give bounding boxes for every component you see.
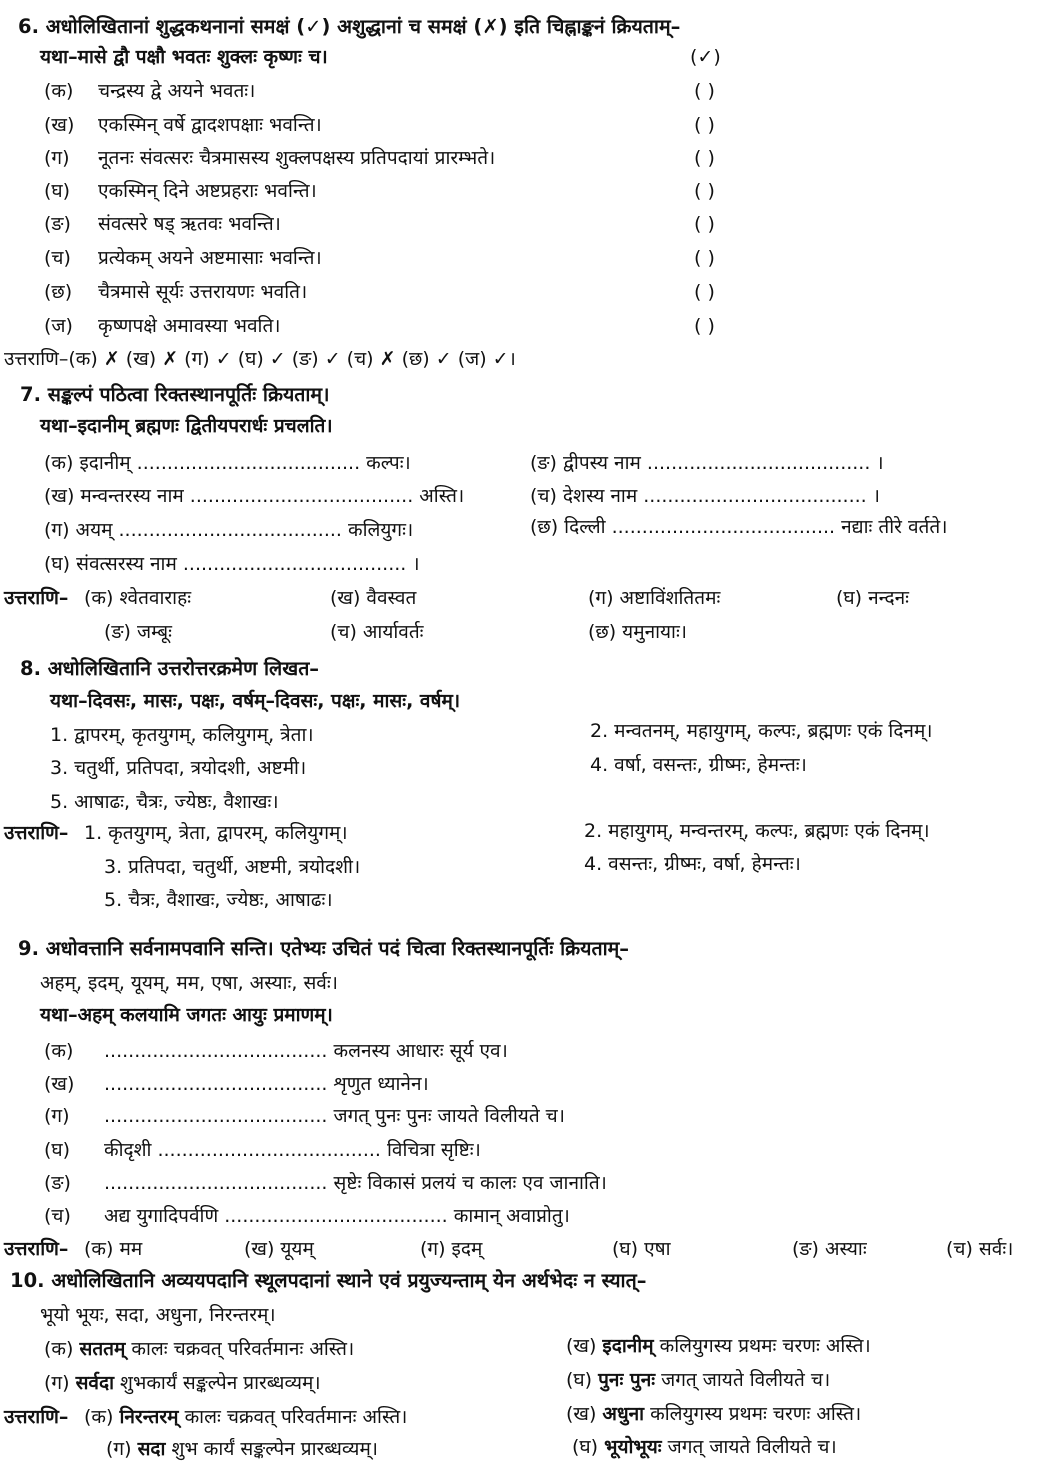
q10-item-bold: इदानीम् <box>602 1335 654 1357</box>
q6-item-label: (ख) <box>44 114 75 136</box>
q10-item-bold: पुनः पुनः <box>598 1369 656 1391</box>
q6-item-text: संवत्सरे षड् ऋतवः भवन्ति। <box>98 213 281 235</box>
q10-item-label: (ख) <box>566 1335 597 1357</box>
q9-answer: (ख) यूयम् <box>244 1238 314 1260</box>
q10-item-text: कलियुगस्य प्रथमः चरणः अस्ति। <box>659 1335 871 1357</box>
q10-answer-bold: अधुना <box>602 1403 645 1425</box>
q10-item-label: (ग) <box>44 1372 70 1394</box>
q10-item <box>44 1336 354 1362</box>
q9-item-text: ..................................... जगत् पुनः पुनः जायते विलीयते च। <box>104 1105 565 1127</box>
q7-right-item: (च) देशस्य नाम ..................................... । <box>530 485 880 507</box>
q7-example: यथा–इदानीम् ब्रह्मणः द्वितीयपरार्धः प्रचलति। <box>40 415 333 437</box>
q9-item-label: (ख) <box>44 1073 75 1095</box>
q10-item-text: कालः चक्रवत् परिवर्तमानः अस्ति। <box>131 1338 355 1360</box>
q8-answer-label: उत्तराणि– <box>4 822 69 844</box>
q8-item: 2. मन्वतनम्, महायुगम्, कल्पः, ब्रह्मणः एकं दिनम्। <box>590 720 933 742</box>
q6-item-label: (क) <box>44 80 74 102</box>
q6-example: यथा–मासे द्वौ पक्षौ भवतः शुक्लः कृष्णः च। <box>40 46 328 68</box>
q6-item-text: कृष्णपक्षे अमावस्या भवति। <box>98 315 281 337</box>
q7-answer: (ग) अष्टाविंशतितमः <box>588 587 721 609</box>
q6-item-box: ( ) <box>694 80 715 102</box>
q9-item-label: (ङ) <box>44 1172 71 1194</box>
q6-item-label: (ज) <box>44 315 73 337</box>
q9-item-text: ..................................... सृष्टेः विकासं प्रलयं च कालः एव जानाति। <box>104 1172 607 1194</box>
q9-answer: (ग) इदम् <box>420 1238 483 1260</box>
q10-answer-text: कालः चक्रवत् परिवर्तमानः अस्ति। <box>184 1406 408 1428</box>
q10-item-bold: सर्वदा <box>75 1372 114 1394</box>
q9-answer: (ङ) अस्याः <box>792 1238 867 1260</box>
q10-item-text: शुभकार्यं सङ्कल्पेन प्रारब्धव्यम्। <box>120 1372 321 1394</box>
q6-header: 6. अधोलिखितानां शुद्धकथनानां समक्षं (✓) अशुद्धानां च समक्षं (✗) इति चिह्नाङ्कनं क्रियताम्– <box>18 15 681 38</box>
q6-item-box: ( ) <box>694 180 715 202</box>
q10-item-label: (घ) <box>566 1369 593 1391</box>
q6-answer: उत्तराणि–(क) ✗ (ख) ✗ (ग) ✓ (घ) ✓ (ङ) ✓ (च) ✗ (छ) ✓ (ज) ✓। <box>4 348 516 370</box>
q9-item-label: (ग) <box>44 1105 70 1127</box>
q8-answer: 2. महायुगम्, मन्वन्तरम्, कल्पः, ब्रह्मणः एकं दिनम्। <box>584 820 930 842</box>
q7-left-item: (क) इदानीम् ..................................... कल्पः। <box>44 452 411 474</box>
q6-item-label: (ङ) <box>44 213 71 235</box>
q10-answer-label-item: (घ) <box>572 1436 599 1458</box>
q8-answer: 3. प्रतिपदा, चतुर्थी, अष्टमी, त्रयोदशी। <box>104 856 361 878</box>
q10-item-text: जगत् जायते विलीयते च। <box>661 1369 831 1391</box>
q9-example: यथा–अहम् कलयामि जगतः आयुः प्रमाणम्। <box>40 1004 333 1026</box>
q9-item-text: अद्य युगादिपर्वणि ..................................... कामान् अवाप्नोतु। <box>104 1205 570 1227</box>
q10-answer-bold: सदा <box>137 1438 166 1460</box>
q7-answer: (ख) वैवस्वत <box>330 587 417 609</box>
q10-item-label: (क) <box>44 1338 74 1360</box>
q6-item-label: (ग) <box>44 147 70 169</box>
q6-item-box: ( ) <box>694 315 715 337</box>
q6-item-box: ( ) <box>694 147 715 169</box>
q7-answer-label: उत्तराणि– <box>4 587 69 609</box>
q7-right-item: (ङ) द्वीपस्य नाम ..................................... । <box>530 452 884 474</box>
q6-example-mark: (✓) <box>690 46 721 68</box>
q7-answer: (ङ) जम्बूः <box>104 621 172 643</box>
q10-answer-label-item: (ग) <box>106 1438 132 1460</box>
q6-item-label: (घ) <box>44 180 71 202</box>
q10-answer-text: कलियुगस्य प्रथमः चरणः अस्ति। <box>650 1403 862 1425</box>
q6-item-box: ( ) <box>694 247 715 269</box>
q8-item: 1. द्वापरम्, कृतयुगम्, कलियुगम्, त्रेता। <box>50 724 314 746</box>
q10-answer <box>572 1434 837 1460</box>
q8-answer: 1. कृतयुगम्, त्रेता, द्वापरम्, कलियुगम्। <box>84 822 348 844</box>
q7-right-item: (छ) दिल्ली ..................................... नद्याः तीरे वर्तते। <box>530 516 948 538</box>
q6-item-box: ( ) <box>694 213 715 235</box>
q7-answer: (घ) नन्दनः <box>836 587 909 609</box>
q8-item: 4. वर्षा, वसन्तः, ग्रीष्मः, हेमन्तः। <box>590 754 807 776</box>
q9-item-text: ..................................... शृणुत ध्यानेन। <box>104 1073 429 1095</box>
q10-answer <box>566 1401 861 1427</box>
q9-item-label: (घ) <box>44 1139 71 1161</box>
q10-item <box>44 1370 321 1396</box>
q10-answer-text: जगत् जायते विलीयते च। <box>667 1436 837 1458</box>
q10-item-bold: सततम् <box>79 1338 126 1360</box>
q9-answer: (घ) एषा <box>612 1238 671 1260</box>
q8-item: 3. चतुर्थी, प्रतिपदा, त्रयोदशी, अष्टमी। <box>50 757 307 779</box>
q7-left-item: (ग) अयम् ..................................... कलियुगः। <box>44 519 414 541</box>
q10-item <box>566 1367 830 1393</box>
q10-answer <box>84 1404 407 1430</box>
q8-item: 5. आषाढः, चैत्रः, ज्येष्ठः, वैशाखः। <box>50 791 279 813</box>
q10-answer-bold: निरन्तरम् <box>119 1406 179 1428</box>
q9-item-text: कीदृशी ..................................... विचित्रा सृष्टिः। <box>104 1139 481 1161</box>
q6-item-label: (च) <box>44 247 71 269</box>
q9-item-label: (क) <box>44 1040 74 1062</box>
q10-item <box>566 1333 871 1359</box>
q9-answer: (च) सर्वः। <box>946 1238 1014 1260</box>
q10-answer <box>106 1436 378 1462</box>
q10-answer-label-item: (ख) <box>566 1403 597 1425</box>
q9-word-bank: अहम्, इदम्, यूयम्, मम, एषा, अस्याः, सर्वः। <box>40 972 338 994</box>
q6-item-text: प्रत्येकम् अयने अष्टमासाः भवन्ति। <box>98 247 322 269</box>
q6-item-text: एकस्मिन् वर्षे द्वादशपक्षाः भवन्ति। <box>98 114 322 136</box>
q6-item-text: नूतनः संवत्सरः चैत्रमासस्य शुक्लपक्षस्य प्रतिपदायां प्रारम्भते। <box>98 147 496 169</box>
q9-answer-label: उत्तराणि– <box>4 1238 69 1260</box>
q8-answer: 4. वसन्तः, ग्रीष्मः, वर्षा, हेमन्तः। <box>584 853 801 875</box>
q9-header: 9. अधोवत्तानि सर्वनामपवानि सन्ति। एतेभ्यः उचितं पदं चित्वा रिक्तस्थानपूर्तिः क्रियताम्– <box>18 937 630 960</box>
q6-item-text: एकस्मिन् दिने अष्टप्रहराः भवन्ति। <box>98 180 317 202</box>
q7-answer: (छ) यमुनायाः। <box>588 621 688 643</box>
q10-answer-label: उत्तराणि– <box>4 1406 69 1428</box>
q10-header: 10. अधोलिखितानि अव्ययपदानि स्थूलपदानां स्थाने एवं प्रयुज्यन्ताम् येन अर्थभेदः न स्यात्– <box>10 1269 647 1292</box>
q9-item-label: (च) <box>44 1205 71 1227</box>
q6-item-text: चैत्रमासे सूर्यः उत्तरायणः भवति। <box>98 281 308 303</box>
q6-item-text: चन्द्रस्य द्वे अयने भवतः। <box>98 80 256 102</box>
q7-left-item: (घ) संवत्सरस्य नाम ..................................... । <box>44 553 420 575</box>
q7-answer: (क) श्वेतवाराहः <box>84 587 192 609</box>
q10-answer-text: शुभ कार्यं सङ्कल्पेन प्रारब्धव्यम्। <box>171 1438 379 1460</box>
q8-answer: 5. चैत्रः, वैशाखः, ज्येष्ठः, आषाढः। <box>104 889 333 911</box>
q10-word-bank: भूयो भूयः, सदा, अधुना, निरन्तरम्। <box>40 1304 276 1326</box>
q6-item-box: ( ) <box>694 114 715 136</box>
q7-answer: (च) आर्यावर्तः <box>330 621 424 643</box>
q7-header: 7. सङ्कल्पं पठित्वा रिक्तस्थानपूर्तिः क्रियताम्। <box>20 383 330 406</box>
q8-header: 8. अधोलिखितानि उत्तरोत्तरक्रमेण लिखत– <box>20 657 320 680</box>
q9-answer: (क) मम <box>84 1238 143 1260</box>
q10-answer-bold: भूयोभूयः <box>604 1436 662 1458</box>
q8-example: यथा–दिवसः, मासः, पक्षः, वर्षम्–दिवसः, पक्षः, मासः, वर्षम्। <box>50 690 461 712</box>
q10-answer-label-item: (क) <box>84 1406 114 1428</box>
q6-item-box: ( ) <box>694 281 715 303</box>
q6-item-label: (छ) <box>44 281 73 303</box>
q7-left-item: (ख) मन्वन्तरस्य नाम ..................................... अस्ति। <box>44 485 465 507</box>
q9-item-text: ..................................... कलनस्य आधारः सूर्य एव। <box>104 1040 508 1062</box>
